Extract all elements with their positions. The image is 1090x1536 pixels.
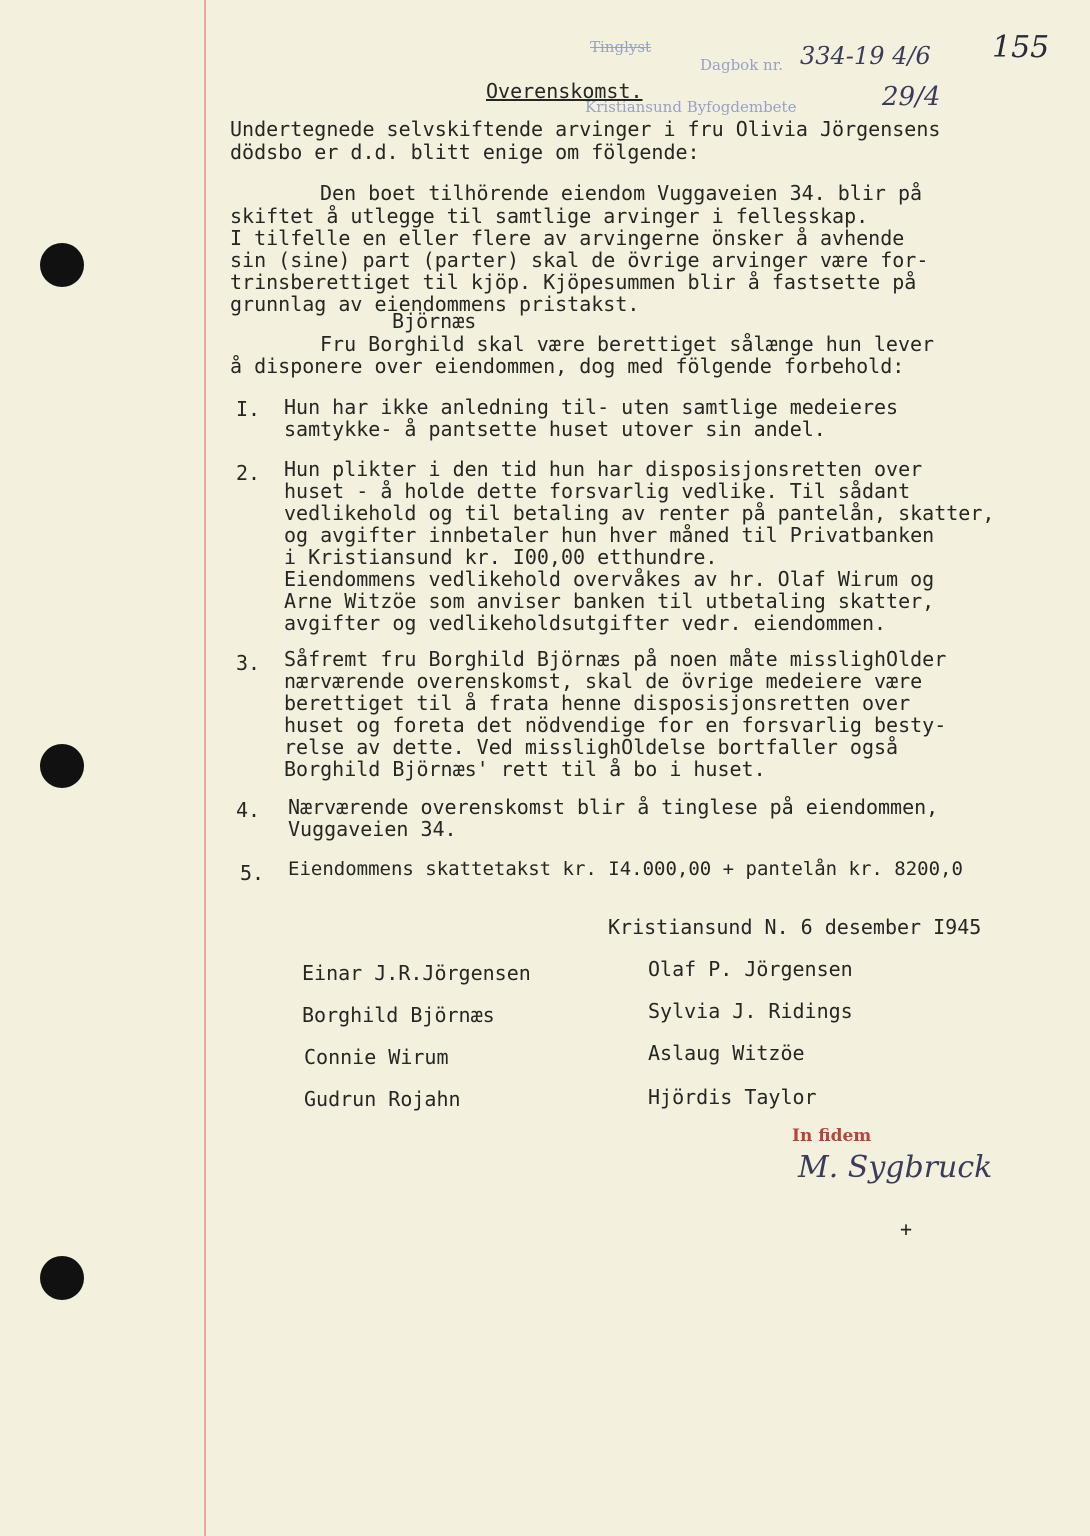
punch-hole	[40, 243, 84, 287]
signature-name: Borghild Björnæs	[302, 1003, 495, 1027]
item-line: huset - å holde dette forsvarlig vedlike. Til sådant	[284, 479, 911, 503]
signature-name: Einar J.R.Jörgensen	[302, 961, 531, 985]
margin-line	[204, 0, 206, 1536]
item-line: Eiendommens vedlikehold overvåkes av hr. Olaf Wirum og	[284, 567, 935, 591]
signature-name: Gudrun Rojahn	[304, 1087, 461, 1111]
item-line: Vuggaveien 34.	[288, 817, 457, 841]
signature-name: Sylvia J. Ridings	[648, 999, 853, 1023]
document-title: Overenskomst.	[486, 79, 643, 103]
stamp-dagbok-value: 334-19 4/6	[800, 42, 931, 70]
intro-line: dödsbo er d.d. blitt enige om fölgende:	[230, 140, 700, 164]
item-line: i Kristiansund kr. I00,00 etthundre.	[284, 545, 718, 569]
paragraph-line: å disponere over eiendommen, dog med fölgende forbehold:	[230, 354, 905, 378]
signature-name: Olaf P. Jörgensen	[648, 957, 853, 981]
paragraph-line: grunnlag av eiendommens pristakst.	[230, 292, 640, 316]
stamp-line-1: Tinglyst	[590, 38, 652, 56]
item-number: I.	[236, 397, 261, 421]
item-line: huset og foreta det nödvendige for en forsvarlig besty-	[284, 713, 947, 737]
item-line: Hun har ikke anledning til- uten samtlige medeieres	[284, 395, 899, 419]
item-line: Arne Witzöe som anviser banken til utbetaling skatter,	[284, 589, 935, 613]
fidem-stamp: In fidem	[792, 1126, 872, 1146]
stamp-date: 29/4	[882, 82, 941, 112]
item-line: samtykke- å pantsette huset utover sin andel.	[284, 417, 826, 441]
stamp-dagbok-label: Dagbok nr.	[700, 56, 784, 74]
item-line: avgifter og vedlikeholdsutgifter vedr. eiendommen.	[284, 611, 887, 635]
paragraph-line: sin (sine) part (parter) skal de övrige arvinger være for-	[230, 248, 929, 272]
signature-name: Connie Wirum	[304, 1045, 449, 1069]
punch-hole	[40, 1256, 84, 1300]
item-line: vedlikehold og til betaling av renter på pantelån, skatter,	[284, 501, 995, 525]
item-number: 5.	[240, 861, 265, 885]
item-line: Hun plikter i den tid hun har disposisjonsretten over	[284, 457, 923, 481]
page-number: 155	[992, 30, 1050, 65]
item-line: relse av dette. Ved misslighOldelse bortfaller også	[284, 735, 899, 759]
paragraph-line: trinsberettiget til kjöp. Kjöpesummen blir å fastsette på	[230, 270, 917, 294]
item-number: 2.	[236, 461, 261, 485]
item-line: og avgifter innbetaler hun hver måned til Privatbanken	[284, 523, 935, 547]
item-number: 3.	[236, 651, 261, 675]
item-line: Såfremt fru Borghild Björnæs på noen måte misslighOlder	[284, 647, 947, 671]
item-line: nærværende overenskomst, skal de övrige medeiere være	[284, 669, 923, 693]
item-line: Nærværende overenskomst blir å tinglese på eiendommen,	[288, 795, 939, 819]
insertion-text: Björnæs	[392, 309, 477, 333]
item-number: 4.	[236, 798, 261, 822]
item-line: Eiendommens skattetakst kr. I4.000,00 + pantelån kr. 8200,0	[288, 858, 963, 880]
paragraph-line: Fru Borghild skal være berettiget sålænge hun lever	[320, 332, 935, 356]
punch-hole	[40, 744, 84, 788]
official-signature: M. Sygbruck	[798, 1150, 993, 1185]
signature-name: Aslaug Witzöe	[648, 1041, 805, 1065]
stamp-line-2: Kristiansund Byfogdembete	[585, 98, 797, 116]
item-line: Borghild Björnæs' rett til å bo i huset.	[284, 757, 766, 781]
place-date: Kristiansund N. 6 desember I945	[608, 915, 982, 939]
item-line: berettiget til å frata henne disposisjonsretten over	[284, 691, 911, 715]
paragraph-line: skiftet å utlegge til samtlige arvinger i fellesskap.	[230, 204, 869, 228]
intro-line: Undertegnede selvskiftende arvinger i fru Olivia Jörgensens	[230, 117, 941, 141]
paragraph-line: I tilfelle en eller flere av arvingerne önsker å avhende	[230, 226, 905, 250]
end-mark: +	[900, 1217, 913, 1241]
signature-name: Hjördis Taylor	[648, 1085, 817, 1109]
paragraph-line: Den boet tilhörende eiendom Vuggaveien 34. blir på	[320, 181, 923, 205]
